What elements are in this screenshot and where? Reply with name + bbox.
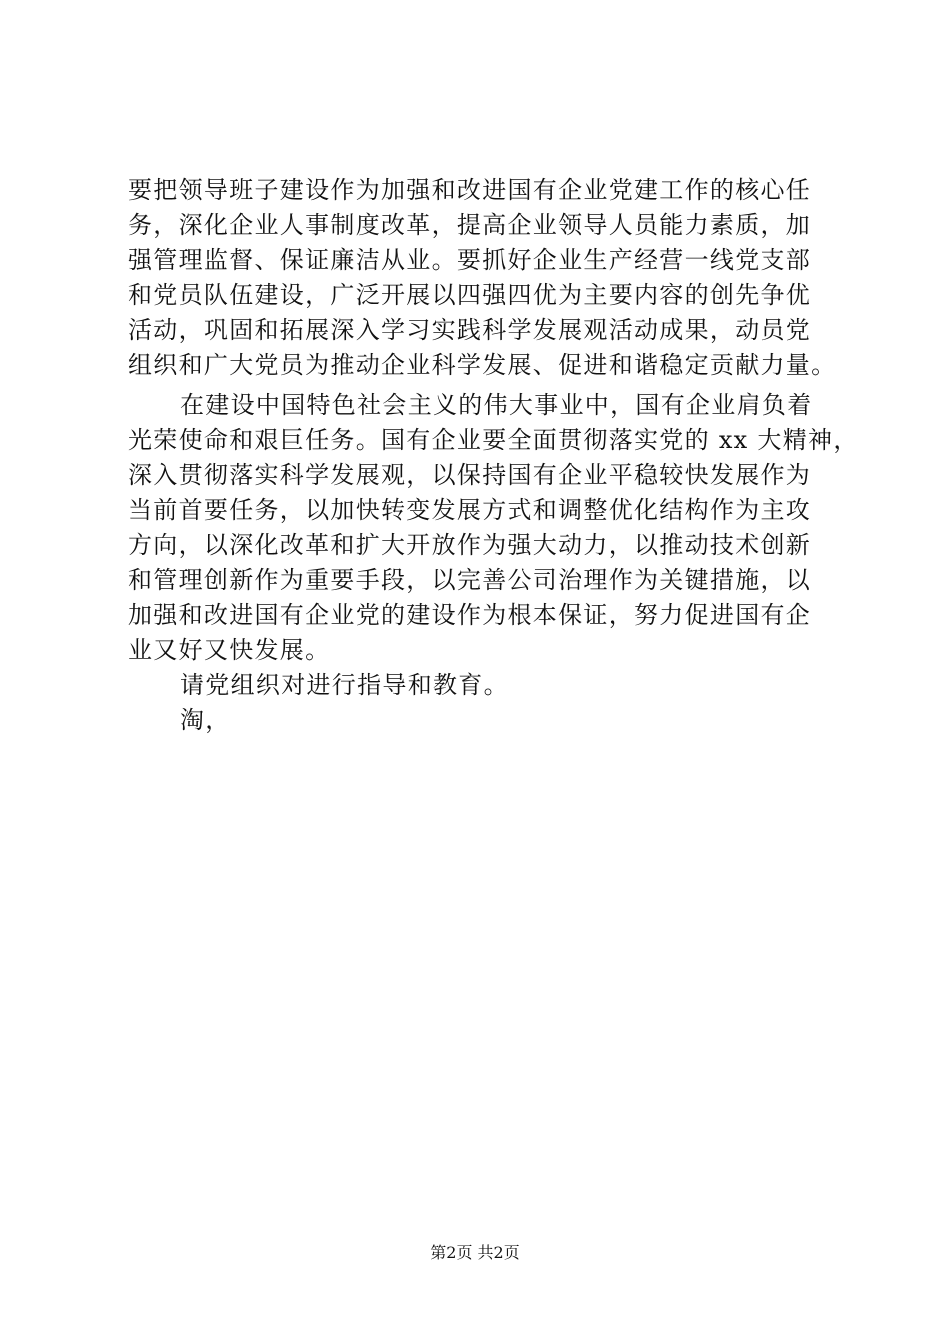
paragraph-3-line-1: 请党组织对进行指导和教育。 [180,671,509,699]
paragraph-1-line-4: 和党员队伍建设，广泛开展以四强四优为主要内容的创先争优 [128,281,812,309]
paragraph-2-line-3: 深入贯彻落实科学发展观，以保持国有企业平稳较快发展作为 [128,461,812,489]
paragraph-1-line-6: 组织和广大党员为推动企业科学发展、促进和谐稳定贡献力量。 [128,351,837,379]
paragraph-1-line-2: 务，深化企业人事制度改革，提高企业领导人员能力素质，加 [128,211,812,239]
page-number-footer: 第2页 共2页 [430,1243,520,1262]
paragraph-4-line-1: 淘， [180,706,231,734]
paragraph-2-line-1: 在建设中国特色社会主义的伟大事业中，国有企业肩负着 [180,391,813,419]
paragraph-2-line-7: 加强和改进国有企业党的建设作为根本保证，努力促进国有企 [128,601,812,629]
paragraph-2-line-6: 和管理创新作为重要手段，以完善公司治理作为关键措施，以 [128,566,812,594]
paragraph-1-line-3: 强管理监督、保证廉洁从业。要抓好企业生产经营一线党支部 [128,246,812,274]
paragraph-1-line-1: 要把领导班子建设作为加强和改进国有企业党建工作的核心任 [128,176,812,204]
paragraph-2-line-8: 业又好又快发展。 [128,636,331,664]
paragraph-2-line-5: 方向，以深化改革和扩大开放作为强大动力，以推动技术创新 [128,531,812,559]
paragraph-1-line-5: 活动，巩固和拓展深入学习实践科学发展观活动成果，动员党 [128,316,812,344]
paragraph-2-line-2: 光荣使命和艰巨任务。国有企业要全面贯彻落实党的 xx 大精神， [128,426,859,454]
paragraph-2-line-4: 当前首要任务，以加快转变发展方式和调整优化结构作为主攻 [128,496,812,524]
